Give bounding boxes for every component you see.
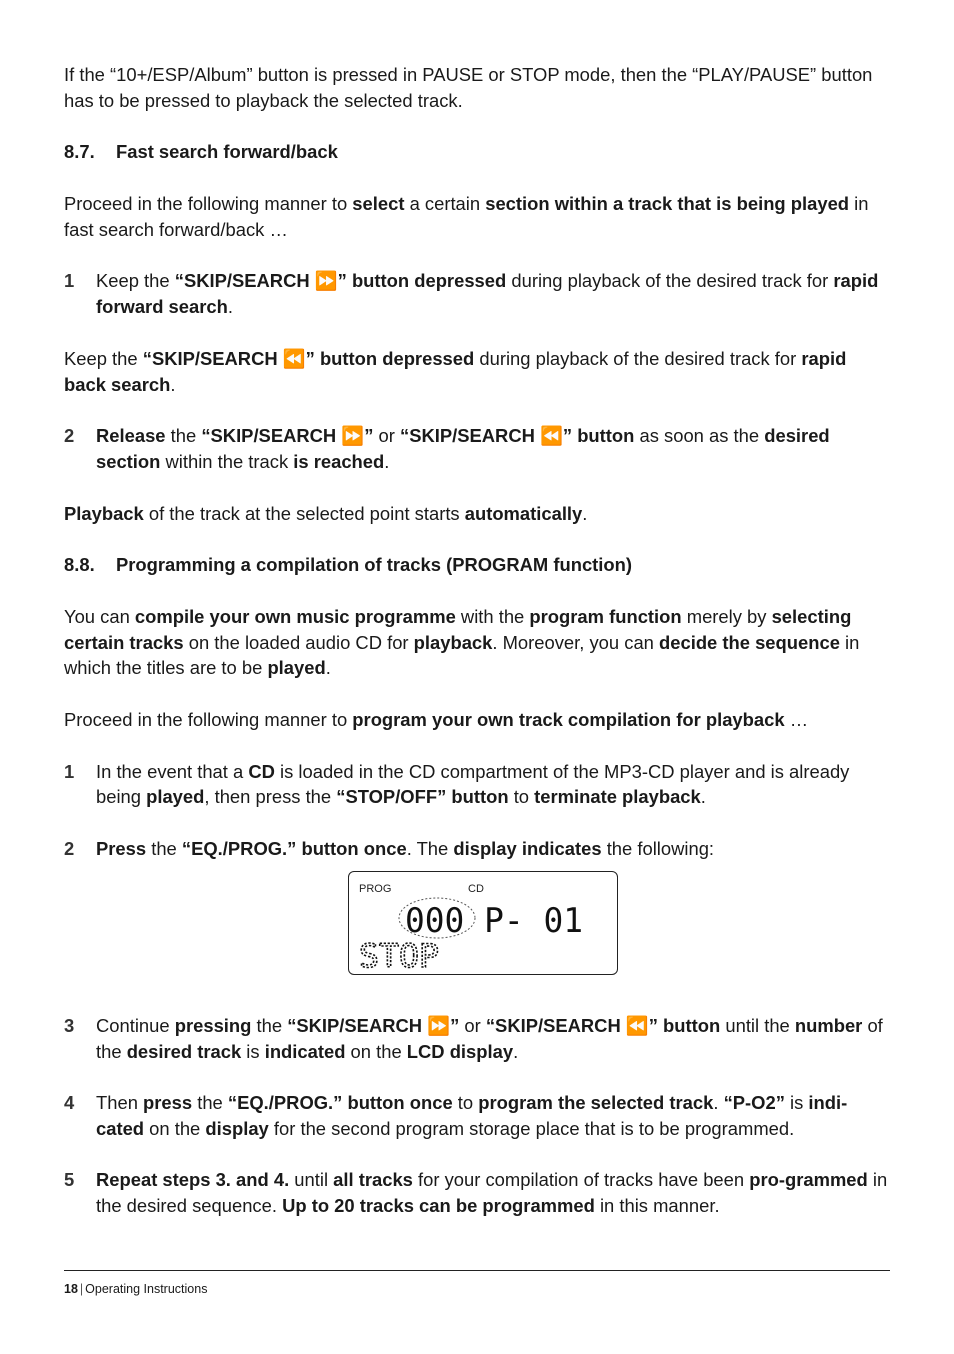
step-release — [64, 423, 890, 475]
footer-separator: | — [79, 1282, 84, 1296]
bold-text-run: playback — [413, 631, 493, 653]
bold-text-run: section within a track that is being played — [485, 192, 850, 214]
lcd-display-illustration — [348, 871, 618, 975]
lcd-cd-indicator: CD — [468, 882, 484, 895]
step-forward-search — [64, 268, 890, 320]
text-run: . The — [406, 837, 454, 859]
text-run: . — [227, 296, 233, 318]
bold-text-run: compile your own music programme — [134, 605, 456, 627]
step-text — [96, 1167, 890, 1219]
bold-text-run: “EQ./PROG.” button once — [227, 1092, 453, 1114]
bold-text-run: Release — [96, 425, 166, 447]
page-body — [64, 62, 890, 1219]
text-run: to — [508, 786, 535, 808]
paragraph-program-intro — [64, 604, 890, 681]
bold-text-run: program function — [529, 605, 682, 627]
bold-text-run: played — [267, 657, 326, 679]
text-run: the — [251, 1014, 288, 1036]
bold-text-run: terminate playback — [534, 786, 701, 808]
page-footer — [64, 1270, 890, 1296]
text-run: on the — [345, 1040, 407, 1062]
step-stop-playback — [64, 759, 890, 811]
step-number: 2 — [64, 425, 75, 447]
paragraph-search-intro — [64, 191, 890, 243]
text-run: a certain — [404, 192, 486, 214]
text-run: is loaded in the CD compartment of the MP3-CD player and is already being — [96, 760, 850, 808]
text-run: in fast search forward/back … — [64, 192, 869, 240]
text-run: . — [384, 450, 390, 472]
text-run: the — [165, 425, 202, 447]
text-run: until — [289, 1169, 334, 1191]
text-run: . — [582, 502, 588, 524]
bold-text-run: “SKIP/SEARCH ⏩” button depressed — [174, 270, 507, 292]
text-run: the following: — [601, 837, 715, 859]
bold-text-run: “SKIP/SEARCH ⏩” — [287, 1014, 460, 1036]
text-run: during playback of the desired track for — [474, 347, 802, 369]
bold-text-run: indi-cated — [96, 1092, 848, 1139]
bold-text-run: selecting certain tracks — [64, 605, 852, 653]
bold-text-run: Playback — [64, 502, 144, 524]
step-text — [96, 759, 890, 811]
text-run: with the — [455, 605, 530, 627]
bold-text-run: “STOP/OFF” button — [336, 786, 509, 808]
bold-text-run: “SKIP/SEARCH ⏩” — [201, 425, 374, 447]
bold-text-run: select — [352, 192, 405, 214]
text-run: within the track — [160, 450, 294, 472]
text-run: Proceed in the following manner to — [64, 192, 353, 214]
text-run: Continue — [96, 1014, 175, 1036]
text-run: to — [452, 1092, 479, 1114]
text-run: until the — [720, 1014, 795, 1036]
paragraph-intro — [64, 62, 890, 114]
bold-text-run: rapid forward search — [96, 270, 879, 318]
bold-text-run: number — [794, 1014, 863, 1036]
text-run: If the “10+/ESP/Album” button is pressed in PAUSE or STOP mode, then the “PLAY/PAUSE” button has to be pressed to playback the selected track. — [64, 64, 873, 111]
text-run: merely by — [681, 605, 772, 627]
text-run: during playback of the desired track for — [506, 270, 834, 292]
step-text — [96, 423, 890, 475]
text-run: . — [325, 657, 331, 679]
text-run: . — [170, 373, 176, 395]
text-run: Proceed in the following manner to — [64, 708, 353, 730]
step-text — [96, 1013, 890, 1065]
text-run: Keep the — [96, 270, 175, 292]
bold-text-run: display — [205, 1117, 269, 1139]
bold-text-run: is reached — [293, 450, 385, 472]
text-run: In the event that a — [96, 760, 249, 782]
bold-text-run: LCD display — [406, 1040, 514, 1062]
bold-text-run: “EQ./PROG.” button once — [181, 837, 407, 859]
text-run: the — [146, 837, 182, 859]
bold-text-run: program the selected track — [478, 1092, 714, 1114]
text-run: in this manner. — [594, 1195, 720, 1217]
bold-text-run: pressing — [174, 1014, 252, 1036]
step-text — [96, 1090, 890, 1142]
bold-text-run: all tracks — [333, 1169, 413, 1191]
paragraph-playback-auto — [64, 501, 890, 527]
step-number: 2 — [64, 837, 75, 859]
text-run: . Moreover, you can — [492, 631, 660, 653]
text-run: or — [373, 425, 400, 447]
bold-text-run: CD — [248, 760, 275, 782]
bold-text-run: pro-grammed — [749, 1169, 868, 1191]
step-program-track — [64, 1090, 890, 1142]
bold-text-run: program your own track compilation for playback — [352, 708, 785, 730]
bold-text-run: press — [143, 1092, 193, 1114]
section-number: 8.8. — [64, 554, 95, 576]
bold-text-run: automatically — [464, 502, 583, 524]
text-run: . — [700, 786, 706, 808]
text-run: You can — [64, 605, 135, 627]
step-number: 3 — [64, 1014, 75, 1036]
paragraph-back-search — [64, 346, 890, 398]
text-run: Keep the — [64, 347, 143, 369]
bold-text-run: “SKIP/SEARCH ⏪” button depressed — [142, 347, 475, 369]
text-run: or — [459, 1014, 486, 1036]
page-number: 18 — [64, 1282, 78, 1296]
text-run: is — [784, 1092, 809, 1114]
bold-text-run: Repeat steps 3. and 4. — [96, 1169, 290, 1191]
step-number: 1 — [64, 270, 75, 292]
step-number: 5 — [64, 1169, 75, 1191]
bold-text-run: played — [146, 786, 205, 808]
section-heading-8-7 — [64, 139, 890, 165]
step-repeat — [64, 1167, 890, 1219]
footer-label: Operating Instructions — [85, 1282, 208, 1296]
text-run: as soon as the — [634, 425, 765, 447]
bold-text-run: indicated — [264, 1040, 346, 1062]
lcd-prog-indicator: PROG — [359, 882, 392, 895]
text-run: in which the titles are to be — [64, 631, 860, 679]
text-run: of the track at the selected point starts — [143, 502, 465, 524]
text-run: … — [784, 708, 809, 730]
text-run: is — [241, 1040, 265, 1062]
section-heading-8-8 — [64, 552, 890, 578]
step-select-track — [64, 1013, 890, 1065]
step-press-prog — [64, 836, 890, 862]
section-title: Programming a compilation of tracks (PROGRAM function) — [116, 554, 632, 576]
bold-text-run: “SKIP/SEARCH ⏪” button — [485, 1014, 721, 1036]
step-text — [96, 268, 890, 320]
bold-text-run: display indicates — [453, 837, 602, 859]
text-run: in the desired sequence. — [96, 1169, 888, 1217]
step-number: 4 — [64, 1092, 75, 1114]
bold-text-run: desired section — [96, 425, 830, 472]
lcd-status-readout: STOP — [359, 936, 439, 974]
text-run: , then press the — [204, 786, 337, 808]
lcd-main-readout: 000 P- 01 — [405, 900, 583, 941]
text-run: the — [192, 1092, 228, 1114]
step-text — [96, 836, 890, 862]
text-run: for your compilation of tracks have been — [412, 1169, 750, 1191]
bold-text-run: “SKIP/SEARCH ⏪” button — [400, 425, 635, 447]
bold-text-run: rapid back search — [64, 347, 847, 395]
bold-text-run: Press — [96, 837, 147, 859]
lcd-display-graphic — [349, 872, 617, 974]
text-run: . — [513, 1040, 519, 1062]
paragraph-program-proceed — [64, 707, 890, 733]
bold-text-run: Up to 20 tracks can be programmed — [282, 1195, 595, 1217]
bold-text-run: decide the sequence — [659, 631, 840, 653]
section-number: 8.7. — [64, 141, 95, 163]
text-run: of the — [96, 1014, 883, 1062]
bold-text-run: “P-O2” — [723, 1092, 785, 1114]
text-run: for the second program storage place that is to be programmed. — [268, 1117, 795, 1139]
text-run: on the loaded audio CD for — [183, 631, 414, 653]
text-run: on the — [144, 1117, 206, 1139]
section-title: Fast search forward/back — [116, 141, 338, 163]
step-number: 1 — [64, 760, 75, 782]
text-run: Then — [96, 1092, 144, 1114]
bold-text-run: desired track — [126, 1040, 242, 1062]
text-run: . — [713, 1092, 724, 1114]
